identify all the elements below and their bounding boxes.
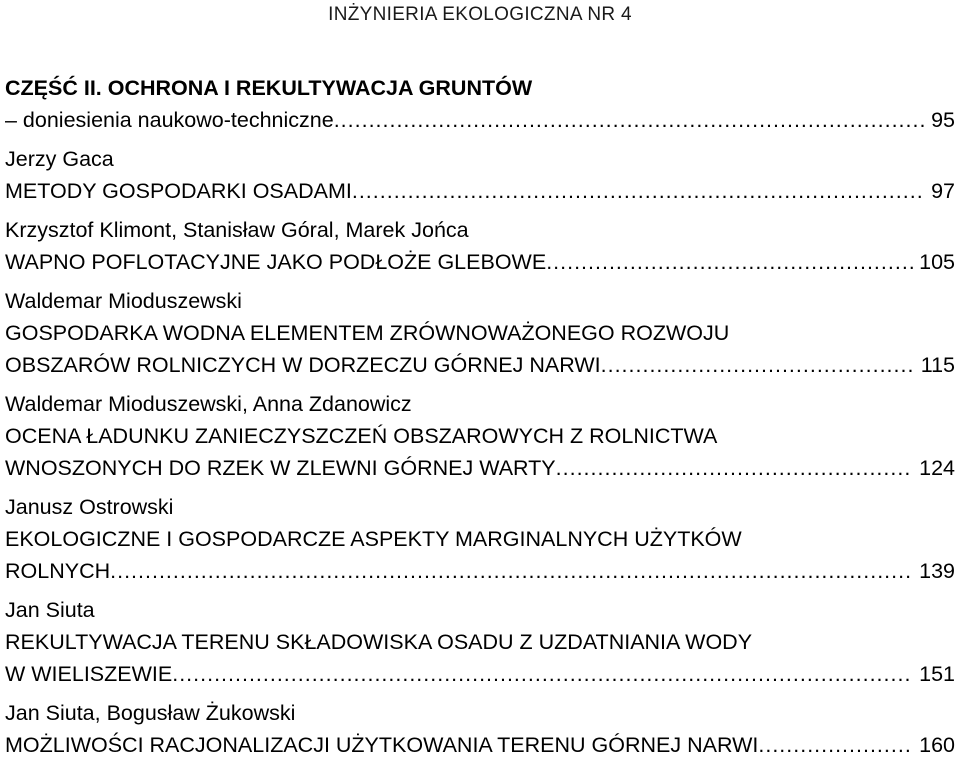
entry-title-line [5, 317, 955, 349]
entry-authors [5, 143, 955, 175]
journal-header: INŻYNIERIA EKOLOGICZNA NR 4 [328, 4, 632, 25]
table-of-contents [5, 72, 955, 761]
entry-title: GOSPODARKA WODNA ELEMENTEM ZRÓWNOWAŻONEGO ROZWOJU [5, 321, 730, 345]
entry-authors [5, 388, 955, 420]
entry-title-line [5, 175, 955, 207]
page-number: 124 [919, 456, 955, 480]
author-names: Waldemar Mioduszewski, Anna Zdanowicz [5, 392, 412, 416]
dot-leader [352, 175, 925, 207]
entry-title: EKOLOGICZNE I GOSPODARCZE ASPEKTY MARGINALNYCH UŻYTKÓW [5, 527, 742, 551]
entry-authors [5, 491, 955, 523]
author-names: Jerzy Gaca [5, 147, 114, 171]
entry-authors [5, 285, 955, 317]
entry-title: REKULTYWACJA TERENU SKŁADOWISKA OSADU Z UZDATNIANIA WODY [5, 630, 753, 654]
dot-leader [334, 104, 925, 136]
dot-leader [110, 555, 913, 587]
entry-title-line [5, 658, 955, 690]
page-number: 160 [919, 733, 955, 757]
dot-leader [758, 729, 913, 761]
entry-title: OBSZARÓW ROLNICZYCH W DORZECZU GÓRNEJ NARWI [5, 353, 601, 377]
entry-title-line [5, 420, 955, 452]
page-number: 95 [931, 108, 955, 132]
entry-title-line [5, 246, 955, 278]
dot-leader [172, 658, 913, 690]
author-names: Janusz Ostrowski [5, 495, 174, 519]
entry-title: METODY GOSPODARKI OSADAMI [5, 179, 352, 203]
entry-title-line [5, 523, 955, 555]
entry-authors [5, 214, 955, 246]
entry-title: MOŻLIWOŚCI RACJONALIZACJI UŻYTKOWANIA TERENU GÓRNEJ NARWI [5, 733, 759, 757]
page-number: 151 [919, 662, 955, 686]
page-number: 139 [919, 559, 955, 583]
dot-leader [556, 452, 913, 484]
entry-title-line [5, 452, 955, 484]
author-names: Waldemar Mioduszewski [5, 289, 242, 313]
part-subtitle: – doniesienia naukowo-techniczne [5, 108, 334, 132]
author-names: Krzysztof Klimont, Stanisław Góral, Marek Jońca [5, 218, 469, 242]
entry-title-line [5, 626, 955, 658]
dot-leader [546, 246, 913, 278]
entry-title-line [5, 729, 955, 761]
part-subtitle-line [5, 104, 955, 136]
author-names: Jan Siuta, Bogusław Żukowski [5, 701, 296, 725]
entry-authors [5, 594, 955, 626]
entry-title-line [5, 349, 955, 381]
entry-title: OCENA ŁADUNKU ZANIECZYSZCZEŃ OBSZAROWYCH Z ROLNICTWA [5, 424, 718, 448]
entry-authors [5, 697, 955, 729]
page-number: 105 [919, 250, 955, 274]
entry-title: ROLNYCH [5, 559, 111, 583]
dot-leader [601, 349, 915, 381]
part-title [5, 72, 955, 104]
page-number: 97 [931, 179, 955, 203]
entry-title-line [5, 555, 955, 587]
entry-title: WAPNO POFLOTACYJNE JAKO PODŁOŻE GLEBOWE [5, 250, 547, 274]
page-number: 115 [920, 353, 955, 377]
part-title-text: CZĘŚĆ II. OCHRONA I REKULTYWACJA GRUNTÓW [5, 76, 533, 100]
entry-title: WNOSZONYCH DO RZEK W ZLEWNI GÓRNEJ WARTY [5, 456, 556, 480]
entry-title: W WIELISZEWIE [5, 662, 173, 686]
author-names: Jan Siuta [5, 598, 95, 622]
